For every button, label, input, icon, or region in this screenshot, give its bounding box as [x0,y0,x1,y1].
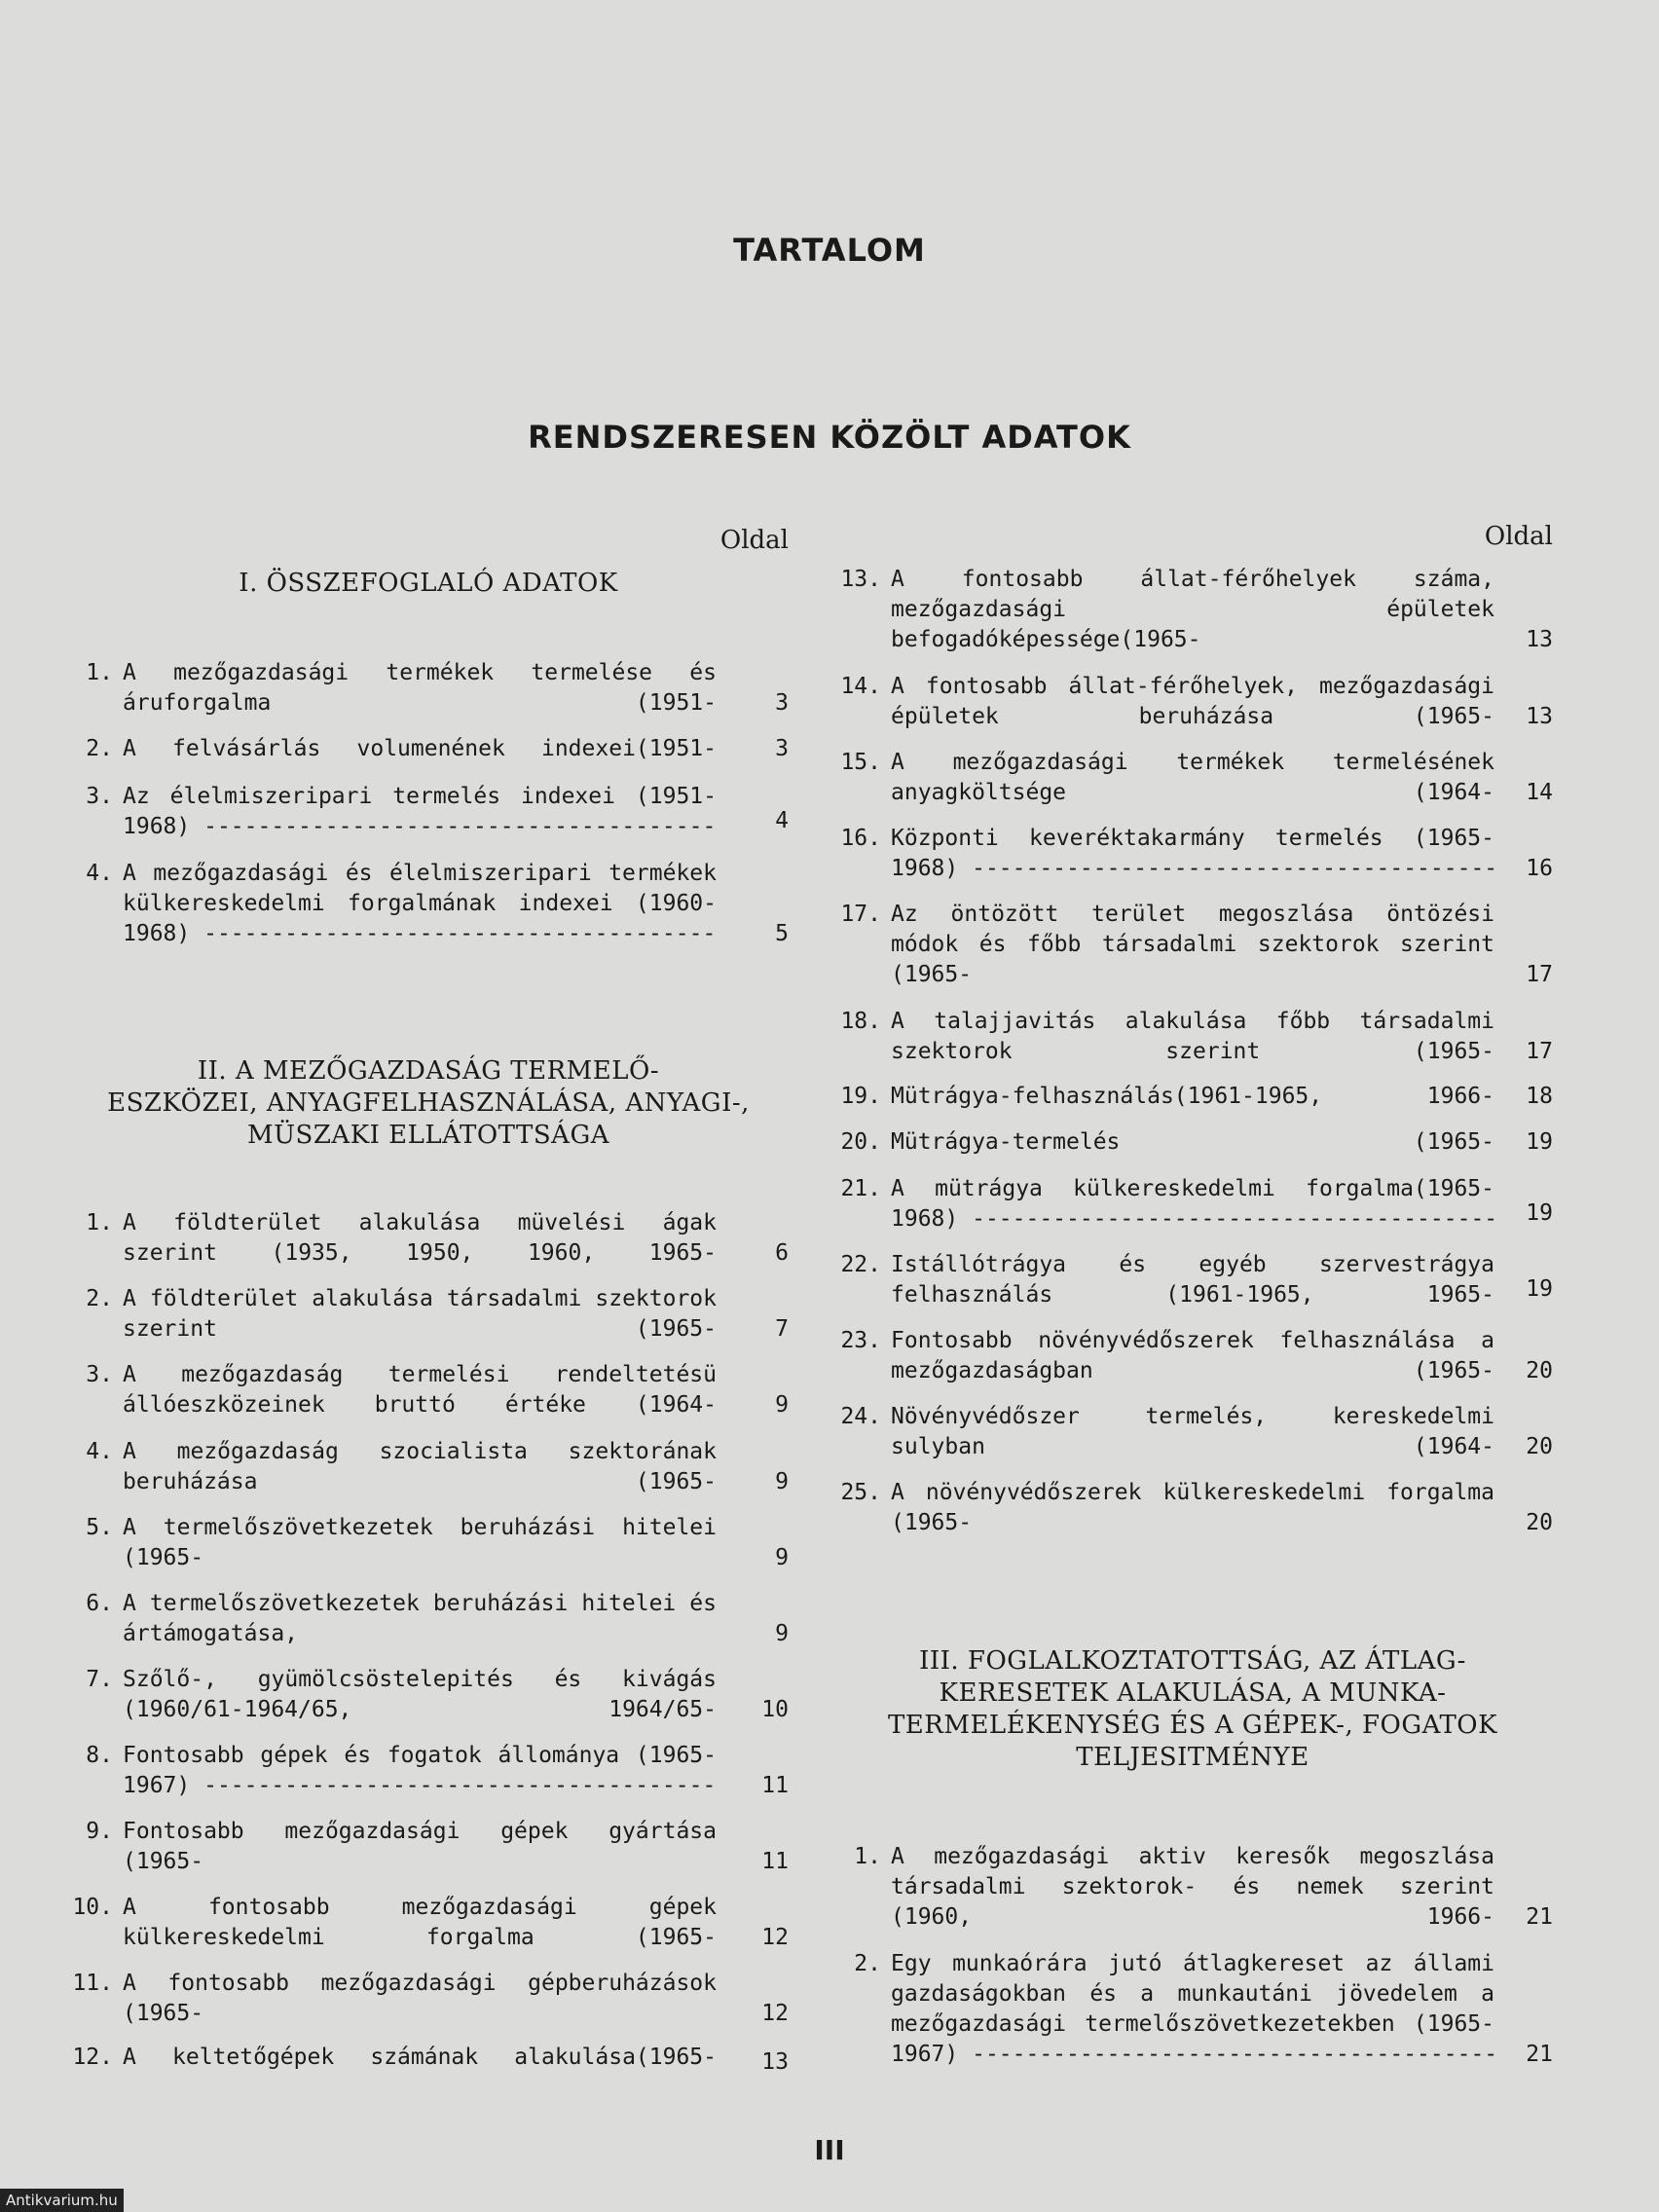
entry-page: 11 [761,1773,789,1798]
watermark: Antikvarium.hu [0,2189,124,2212]
entry-page: 13 [761,2049,789,2075]
entry-number: 19. [840,1084,881,1109]
entry-page: 17 [1526,1039,1553,1064]
heading-line: II. A MEZŐGAZDASÁG TERMELŐ- [197,1056,660,1086]
heading-line: ESZKÖZEI, ANYAGFELHASZNÁLÁSA, ANYAGI-, [107,1088,750,1118]
entry-title: A felvásárlás volumenének indexei(1951- ----- [123,734,717,764]
entry-page: 20 [1526,1510,1553,1535]
heading-line: III. FOGLALKOZTATOTTSÁG, AZ ÁTLAG- [919,1646,1466,1676]
section1-heading: I. ÖSSZEFOGLALÓ ADATOK [239,569,618,598]
entry-number: 9. [86,1819,113,1844]
entry-page: 3 [775,736,789,761]
entry-number: 20. [840,1129,881,1155]
entry-number: 10. [72,1895,113,1920]
entry-title: A növényvédőszerek külkereskedelmi forgalma (1965- ----- [891,1478,1494,1538]
entry-number: 18. [840,1009,881,1034]
entry-page: 19 [1526,1276,1553,1302]
entry-number: 25. [840,1480,881,1505]
entry-title: A mezőgazdaság szocialista szektorának beruházása (1965- ----- [123,1437,717,1497]
entry-number: 11. [72,1971,113,1996]
entry-number: 5. [86,1515,113,1540]
entry-number: 17. [840,902,881,927]
entry-number: 2. [86,1286,113,1311]
entry-title: A fontosabb állat-férőhelyek száma, mezőgazdasági épületek befogadóképessége(1965- ----- [891,565,1494,655]
entry-number: 3. [86,784,113,809]
entry-title: A mezőgazdasági és élelmiszeripari termékek külkereskedelmi forgalmának indexei (1960-1968) ----- [123,859,717,949]
entry-title: Központi keveréktakarmány termelés (1965-1968) ----- [891,824,1494,884]
entry-page: 18 [1526,1084,1553,1109]
entry-page: 19 [1526,1200,1553,1226]
entry-title: A keltetőgépek számának alakulása(1965- ----- [123,2043,717,2073]
heading-line: TELJESITMÉNYE [1076,1743,1309,1772]
entry-number: 1. [86,660,113,685]
entry-number: 23. [840,1328,881,1353]
entry-title: A földterület alakulása müvelési ágak szerint (1935, 1950, 1960, 1965- ----- [123,1208,717,1269]
heading-line: TERMELÉKENYSÉG ÉS A GÉPEK-, FOGATOK [887,1711,1498,1740]
entry-number: 13. [840,567,881,592]
right-column [832,0,1553,2212]
entry-number: 1. [86,1210,113,1235]
entry-number: 24. [840,1404,881,1429]
entry-title: A mezőgazdasági termékek termelése és áruforgalma (1951- ----- [123,658,717,719]
entry-number: 2. [86,736,113,761]
entry-page: 21 [1526,2042,1553,2067]
entry-title: A termelőszövetkezetek beruházási hitelei (1965- ----- [123,1513,717,1573]
entry-title: Az élelmiszeripari termelés indexei (1951-1968) ----- [123,782,717,842]
oldal-label-right: Oldal [1484,522,1553,551]
entry-page: 11 [761,1849,789,1874]
entry-number: 4. [86,1439,113,1464]
entry-title: A földterület alakulása társadalmi szektorok szerint (1965- ----- [123,1284,717,1345]
entry-number: 15. [840,750,881,775]
entry-number: 1. [854,1844,881,1869]
entry-title: Egy munkaórára jutó átlagkereset az állami gazdaságokban és a munkautáni jövedelem a mezőgazdasági termelőszövetkezetekben (1965-1967) ----- [891,1949,1494,2070]
heading-line: KERESETEK ALAKULÁSA, A MUNKA- [939,1678,1447,1708]
entry-number: 6. [86,1591,113,1616]
entry-number: 8. [86,1743,113,1768]
entry-page: 4 [775,808,789,833]
entry-title: Fontosabb mezőgazdasági gépek gyártása (1965- ----- [123,1817,717,1877]
entry-page: 17 [1526,962,1553,987]
entry-page: 14 [1526,780,1553,805]
entry-number: 22. [840,1252,881,1277]
entry-page: 9 [775,1392,789,1418]
entry-title: A mezőgazdasági termékek termelésének anyagköltsége (1964- ----- [891,748,1494,808]
heading-line: MÜSZAKI ELLÁTOTTSÁGA [247,1121,609,1150]
entry-number: 12. [72,2045,113,2070]
entry-page: 6 [775,1240,789,1266]
entry-page: 7 [775,1316,789,1342]
entry-title: A mezőgazdaság termelési rendeltetésü állóeszközeinek bruttó értéke (1964- ----- [123,1360,717,1420]
entry-title: A fontosabb állat-férőhelyek, mezőgazdasági épületek beruházása (1965- ----- [891,672,1494,732]
entry-page: 12 [761,2001,789,2026]
entry-page: 20 [1526,1358,1553,1383]
entry-title: Fontosabb gépek és fogatok állománya (1965-1967) ----- [123,1741,717,1801]
entry-title: Mütrágya-termelés (1965- ----- [891,1127,1494,1158]
section2-heading [68,1055,789,1152]
entry-page: 9 [775,1469,789,1494]
left-column [68,0,789,2212]
entry-number: 7. [86,1667,113,1692]
entry-page: 9 [775,1621,789,1646]
entry-number: 16. [840,826,881,851]
entry-number: 2. [854,1951,881,1976]
entry-title: A mütrágya külkereskedelmi forgalma(1965-1968) ----- [891,1174,1494,1235]
entry-title: A fontosabb mezőgazdasági gépberuházások (1965- ----- [123,1969,717,2029]
entry-title: Fontosabb növényvédőszerek felhasználása a mezőgazdaságban (1965- ----- [891,1326,1494,1386]
entry-page: 13 [1526,627,1553,652]
entry-page: 20 [1526,1434,1553,1459]
entry-title: Az öntözött terület megoszlása öntözési módok és főbb társadalmi szektorok szerint (1965- ----- [891,900,1494,990]
entry-page: 19 [1526,1129,1553,1155]
entry-title: A fontosabb mezőgazdasági gépek külkereskedelmi forgalma (1965- ----- [123,1893,717,1953]
entry-page: 10 [761,1697,789,1722]
entry-page: 3 [775,690,789,716]
entry-title: A talajjavitás alakulása főbb társadalmi szektorok szerint (1965- ----- [891,1007,1494,1067]
entry-title: Istállótrágya és egyéb szervestrágya felhasználás (1961-1965, 1965- ----- [891,1250,1494,1310]
entry-page: 12 [761,1925,789,1950]
entry-page: 16 [1526,856,1553,881]
entry-number: 4. [86,861,113,886]
entry-number: 14. [840,674,881,699]
entry-title: Növényvédőszer termelés, kereskedelmi sulyban (1964- ----- [891,1402,1494,1462]
section-title: RENDSZERESEN KÖZÖLT ADATOK [528,419,1131,456]
entry-page: 9 [775,1545,789,1570]
section3-heading [832,1645,1553,1774]
entry-number: 3. [86,1362,113,1387]
page-title: TARTALOM [733,232,926,269]
entry-number: 21. [840,1176,881,1201]
entry-title: A mezőgazdasági aktiv keresők megoszlása társadalmi szektorok- és nemek szerint (1960, 1966- ----- [891,1842,1494,1933]
page-number: III [814,2134,845,2166]
oldal-label-left: Oldal [719,526,789,555]
entry-title: Mütrágya-felhasználás(1961-1965, 1966- ----- [891,1082,1494,1112]
entry-page: 5 [775,921,789,946]
entry-page: 21 [1526,1904,1553,1930]
entry-title: A termelőszövetkezetek beruházási hitelei és ártámogatása, ----- [123,1589,717,1649]
entry-title: Szőlő-, gyümölcsöstelepités és kivágás (1960/61-1964/65, 1964/65- ----- [123,1665,717,1725]
entry-page: 13 [1526,704,1553,729]
